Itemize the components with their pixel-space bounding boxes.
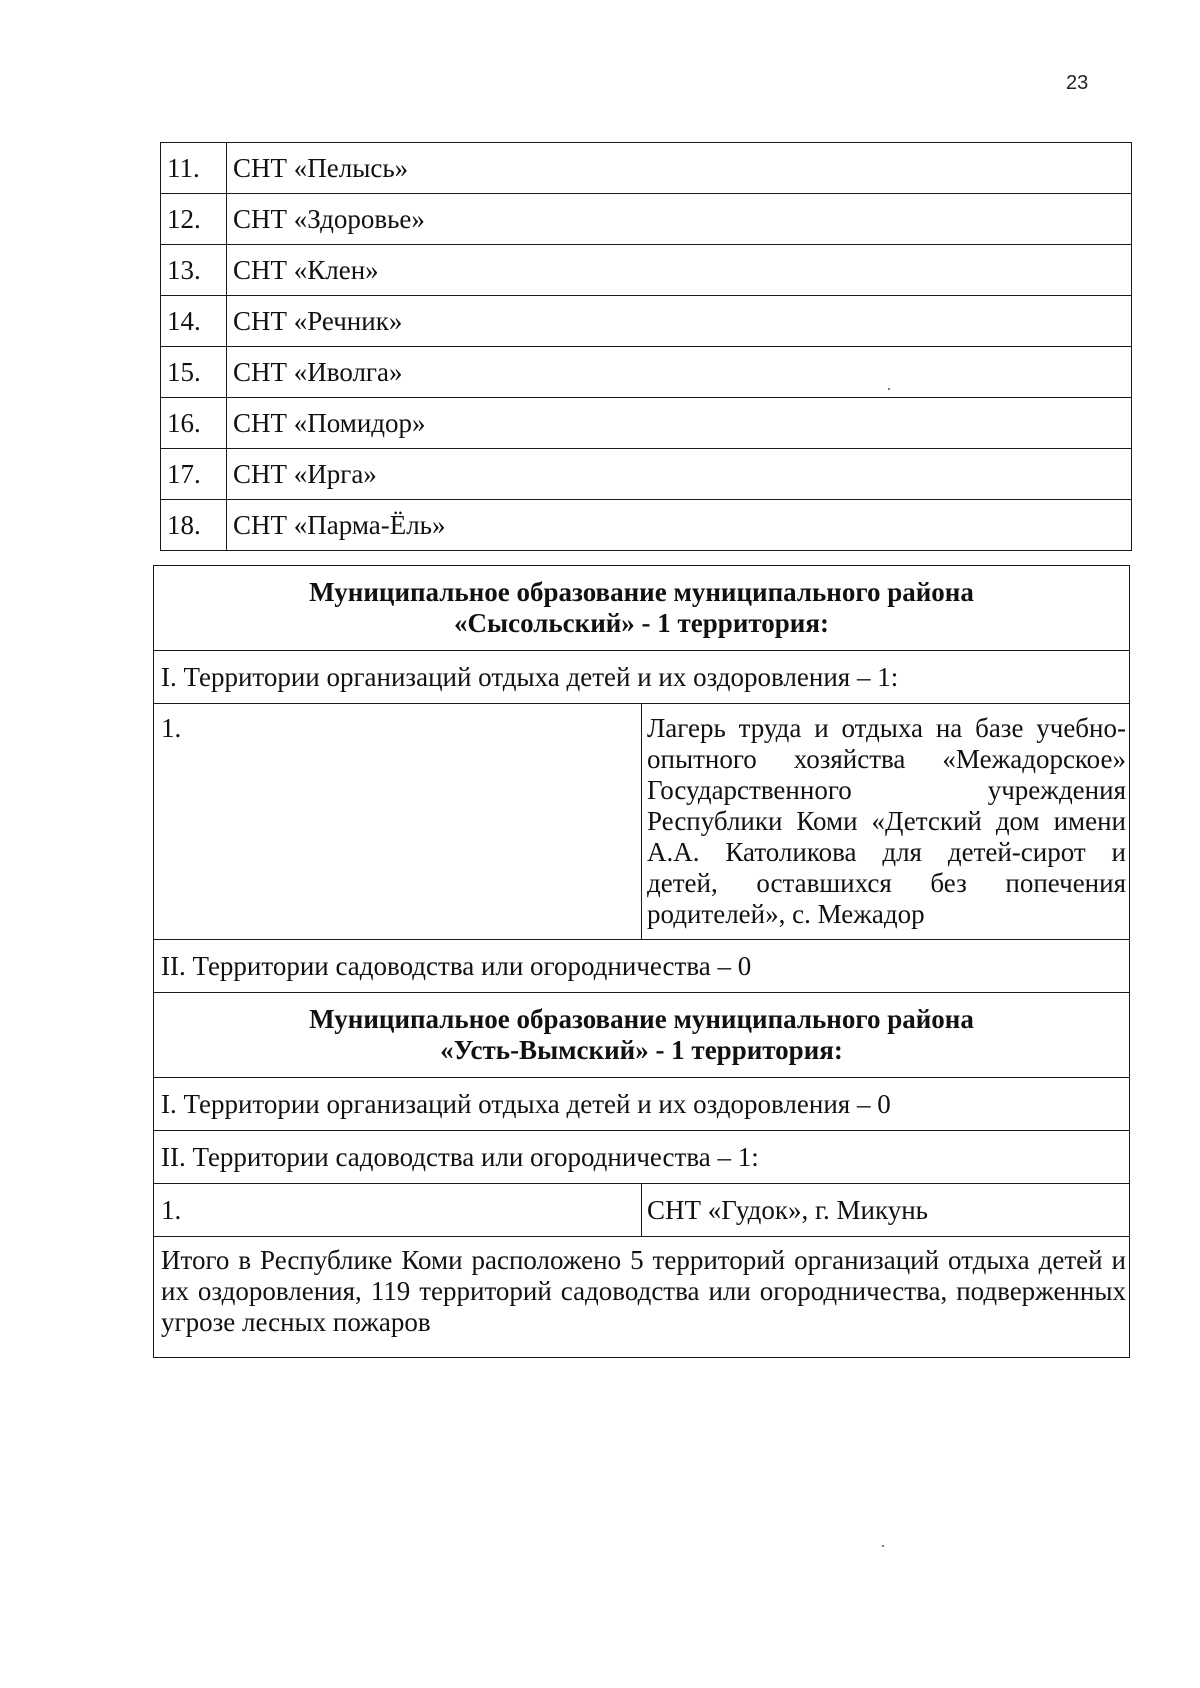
territory-name: СНТ «Пелысь»: [227, 143, 1132, 194]
district-sections-table: [153, 565, 1130, 1358]
row-number: 12.: [161, 194, 227, 245]
table-row: [161, 143, 1132, 194]
district-heading-line: Муниципальное образование муниципального района: [309, 1004, 974, 1034]
territory-name: СНТ «Гудок», г. Микунь: [642, 1184, 1130, 1237]
table-row: [154, 1184, 1130, 1237]
total-row: [154, 1237, 1130, 1358]
territory-name: СНТ «Иволга»: [227, 347, 1132, 398]
table-row: [161, 398, 1132, 449]
table-row: [161, 194, 1132, 245]
scan-speck: [882, 1545, 884, 1547]
district-heading-line: «Сысольский» - 1 территория:: [454, 608, 829, 638]
district-heading-line: «Усть-Вымский» - 1 территория:: [440, 1035, 843, 1065]
row-number: 15.: [161, 347, 227, 398]
section-heading-row: [154, 566, 1130, 651]
page-number: 23: [1066, 72, 1089, 94]
garden-territories-title: II. Территории садоводства или огородничества – 0: [154, 940, 1130, 993]
district-heading-ust-vymsky: [154, 993, 1130, 1078]
total-summary: Итого в Республике Коми расположено 5 территорий организаций отдыха детей и их оздоровления, 119 территорий садоводства или огородничества, подверженных угрозе лесных пожаров: [154, 1237, 1130, 1358]
territory-name: СНТ «Ирга»: [227, 449, 1132, 500]
territory-name: СНТ «Здоровье»: [227, 194, 1132, 245]
row-number: 1.: [154, 704, 642, 940]
table-row: [161, 449, 1132, 500]
section-heading-row: [154, 993, 1130, 1078]
garden-territories-title: II. Территории садоводства или огородничества – 1:: [154, 1131, 1130, 1184]
table-row: [161, 245, 1132, 296]
row-number: 1.: [154, 1184, 642, 1237]
district-heading-sysolsky: [154, 566, 1130, 651]
territory-name: СНТ «Помидор»: [227, 398, 1132, 449]
row-number: 14.: [161, 296, 227, 347]
children-territories-title: I. Территории организаций отдыха детей и их оздоровления – 1:: [154, 651, 1130, 704]
territory-name: СНТ «Парма-Ёль»: [227, 500, 1132, 551]
row-number: 18.: [161, 500, 227, 551]
subsection-row: [154, 1131, 1130, 1184]
table-row: [161, 347, 1132, 398]
subsection-row: [154, 940, 1130, 993]
subsection-row: [154, 1078, 1130, 1131]
table-row: [154, 704, 1130, 940]
territory-name: СНТ «Клен»: [227, 245, 1132, 296]
camp-description: Лагерь труда и отдыха на базе учебно-опытного хозяйства «Межадорское» Государственного учреждения Республики Коми «Детский дом имени А.А. Католикова для детей-сирот и детей, оставшихся без попечения родителей», с. Межадор: [642, 704, 1130, 940]
row-number: 16.: [161, 398, 227, 449]
scan-speck: [888, 388, 890, 390]
table-row: [161, 296, 1132, 347]
children-territories-title: I. Территории организаций отдыха детей и их оздоровления – 0: [154, 1078, 1130, 1131]
table-row: [161, 500, 1132, 551]
territory-name: СНТ «Речник»: [227, 296, 1132, 347]
subsection-row: [154, 651, 1130, 704]
row-number: 13.: [161, 245, 227, 296]
district-heading-line: Муниципальное образование муниципального района: [309, 577, 974, 607]
row-number: 11.: [161, 143, 227, 194]
territory-list-table: [160, 142, 1132, 551]
row-number: 17.: [161, 449, 227, 500]
